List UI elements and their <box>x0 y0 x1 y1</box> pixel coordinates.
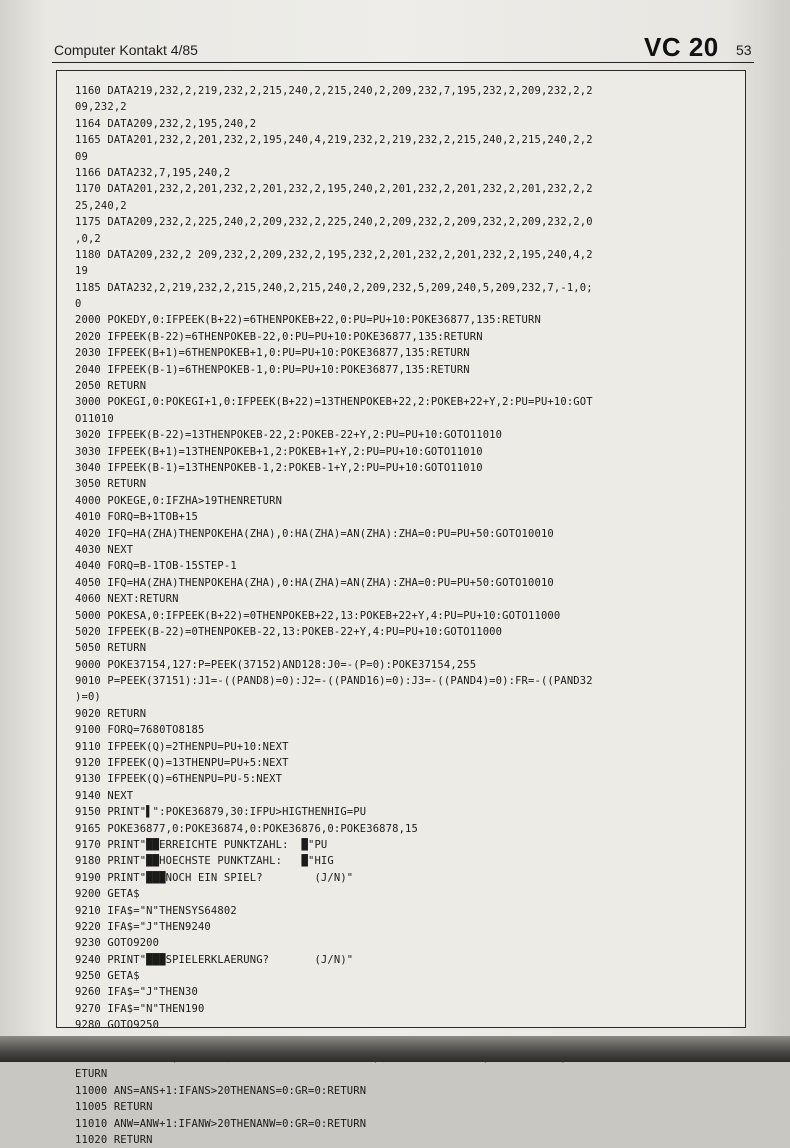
listing-line: 11000 ANS=ANS+1:IFANS>20THENANS=0:GR=0:RETURN <box>75 1084 367 1097</box>
listing-line: 25,240,2 <box>75 199 127 212</box>
magazine-title: Computer Kontakt 4/85 <box>54 42 198 58</box>
listing-line: 2000 POKEDY,0:IFPEEK(B+22)=6THENPOKEB+22,0:PU=PU+10:POKE36877,135:RETURN <box>75 314 541 327</box>
listing-line: 9000 POKE37154,127:P=PEEK(37152)AND128:J0=-(P=0):POKE37154,255 <box>75 658 477 671</box>
scan-edge-shadow <box>0 1036 790 1062</box>
listing-line: 9230 GOTO9200 <box>75 937 160 950</box>
listing-line: 9165 POKE36877,0:POKE36874,0:POKE36876,0:POKE36878,15 <box>75 822 418 835</box>
header-rule <box>52 62 754 63</box>
listing-line: 9120 IFPEEK(Q)=13THENPU=PU+5:NEXT <box>75 757 289 770</box>
page-number: 53 <box>736 42 752 58</box>
listing-line: 3040 IFPEEK(B-1)=13THENPOKEB-1,2:POKEB-1+Y,2:PU=PU+10:GOTO11010 <box>75 461 483 474</box>
listing-line: 9180 PRINT"██HOECHSTE PUNKTZAHL: █"HIG <box>75 855 334 868</box>
listing-line: 4020 IFQ=HA(ZHA)THENPOKEHA(ZHA),0:HA(ZHA)=AN(ZHA):ZHA=0:PU=PU+50:GOTO10010 <box>75 527 554 540</box>
program-listing-box <box>56 70 746 1146</box>
listing-line: 9020 RETURN <box>75 707 147 720</box>
listing-line: 2020 IFPEEK(B-22)=6THENPOKEB-22,0:PU=PU+10:POKE36877,135:RETURN <box>75 330 483 343</box>
listing-line: 9280 GOTO9250 <box>75 1019 160 1032</box>
listing-line: ETURN <box>75 1068 108 1081</box>
listing-line: 9220 IFA$="J"THEN9240 <box>75 920 211 933</box>
listing-line: 5020 IFPEEK(B-22)=0THENPOKEB-22,13:POKEB-22+Y,4:PU=PU+10:GOTO11000 <box>75 625 503 638</box>
listing-line: 1164 DATA209,232,2,195,240,2 <box>75 117 257 130</box>
listing-line: 0 <box>75 298 82 311</box>
listing-line: 09,232,2 <box>75 101 127 114</box>
listing-line: 2050 RETURN <box>75 380 147 393</box>
listing-line: 2040 IFPEEK(B-1)=6THENPOKEB-1,0:PU=PU+10:POKE36877,135:RETURN <box>75 363 470 376</box>
listing-line: 11020 RETURN <box>75 1134 153 1146</box>
listing-line: 9010 P=PEEK(37151):J1=-((PAND8)=0):J2=-((PAND16)=0):J3=-((PAND4)=0):FR=-((PAND32 <box>75 675 593 688</box>
program-listing <box>75 83 743 1148</box>
listing-line: 9100 FORQ=7680TO8185 <box>75 724 205 737</box>
listing-line: 2030 IFPEEK(B+1)=6THENPOKEB+1,0:PU=PU+10:POKE36877,135:RETURN <box>75 347 470 360</box>
listing-line: 19 <box>75 265 88 278</box>
listing-line: 9190 PRINT"███NOCH EIN SPIEL? (J/N)" <box>75 871 354 884</box>
page-header <box>52 34 752 62</box>
listing-line: 4060 NEXT:RETURN <box>75 593 179 606</box>
listing-line: 1166 DATA232,7,195,240,2 <box>75 166 231 179</box>
listing-line: 1165 DATA201,232,2,201,232,2,195,240,4,219,232,2,219,232,2,215,240,2,215,240,2,2 <box>75 134 593 147</box>
listing-line: 9150 PRINT"▌":POKE36879,30:IFPU>HIGTHENHIG=PU <box>75 806 367 819</box>
listing-line: 9210 IFA$="N"THENSYS64802 <box>75 904 237 917</box>
listing-line: 4010 FORQ=B+1TOB+15 <box>75 511 198 524</box>
listing-line: 9110 IFPEEK(Q)=2THENPU=PU+10:NEXT <box>75 740 289 753</box>
listing-line: 4000 POKEGE,0:IFZHA>19THENRETURN <box>75 494 283 507</box>
listing-line: 9170 PRINT"██ERREICHTE PUNKTZAHL: █"PU <box>75 838 328 851</box>
section-title: VC 20 <box>644 32 719 62</box>
listing-line: 3050 RETURN <box>75 478 147 491</box>
listing-line: 09 <box>75 150 88 163</box>
listing-line: 1175 DATA209,232,2,225,240,2,209,232,2,225,240,2,209,232,2,209,232,2,209,232,2,0 <box>75 216 593 229</box>
listing-line: 9250 GETA$ <box>75 970 140 983</box>
listing-line: 1185 DATA232,2,219,232,2,215,240,2,215,240,2,209,232,5,209,240,5,209,232,7,-1,0; <box>75 281 593 294</box>
listing-line: 5000 POKESA,0:IFPEEK(B+22)=0THENPOKEB+22,13:POKEB+22+Y,4:PU=PU+10:GOTO11000 <box>75 609 561 622</box>
listing-line: 4040 FORQ=B-1TOB-15STEP-1 <box>75 560 237 573</box>
listing-line: 1180 DATA209,232,2 209,232,2,209,232,2,195,232,2,201,232,2,201,232,2,195,240,4,2 <box>75 248 593 261</box>
listing-line: O11010 <box>75 412 114 425</box>
listing-line: 3000 POKEGI,0:POKEGI+1,0:IFPEEK(B+22)=13THENPOKEB+22,2:POKEB+22+Y,2:PU=PU+10:GOT <box>75 396 593 409</box>
listing-line: 11005 RETURN <box>75 1101 153 1114</box>
listing-line: 3020 IFPEEK(B-22)=13THENPOKEB-22,2:POKEB-22+Y,2:PU=PU+10:GOTO11010 <box>75 429 503 442</box>
listing-line: 9240 PRINT"███SPIELERKLAERUNG? (J/N)" <box>75 953 354 966</box>
listing-line: 9200 GETA$ <box>75 888 140 901</box>
listing-line: 4030 NEXT <box>75 543 134 556</box>
listing-line: 11010 ANW=ANW+1:IFANW>20THENANW=0:GR=0:RETURN <box>75 1117 367 1130</box>
listing-line: )=0) <box>75 691 101 704</box>
listing-line: 9140 NEXT <box>75 789 134 802</box>
listing-line: 4050 IFQ=HA(ZHA)THENPOKEHA(ZHA),0:HA(ZHA)=AN(ZHA):ZHA=0:PU=PU+50:GOTO10010 <box>75 576 554 589</box>
listing-line: 9130 IFPEEK(Q)=6THENPU=PU-5:NEXT <box>75 773 283 786</box>
listing-line: 5050 RETURN <box>75 642 147 655</box>
listing-line: 3030 IFPEEK(B+1)=13THENPOKEB+1,2:POKEB+1+Y,2:PU=PU+10:GOTO11010 <box>75 445 483 458</box>
listing-line: 9270 IFA$="N"THEN190 <box>75 1002 205 1015</box>
listing-line: 9260 IFA$="J"THEN30 <box>75 986 198 999</box>
listing-line: 1170 DATA201,232,2,201,232,2,201,232,2,195,240,2,201,232,2,201,232,2,201,232,2,2 <box>75 183 593 196</box>
listing-line: 1160 DATA219,232,2,219,232,2,215,240,2,215,240,2,209,232,7,195,232,2,209,232,2,2 <box>75 85 593 97</box>
listing-line: ,0,2 <box>75 232 101 245</box>
